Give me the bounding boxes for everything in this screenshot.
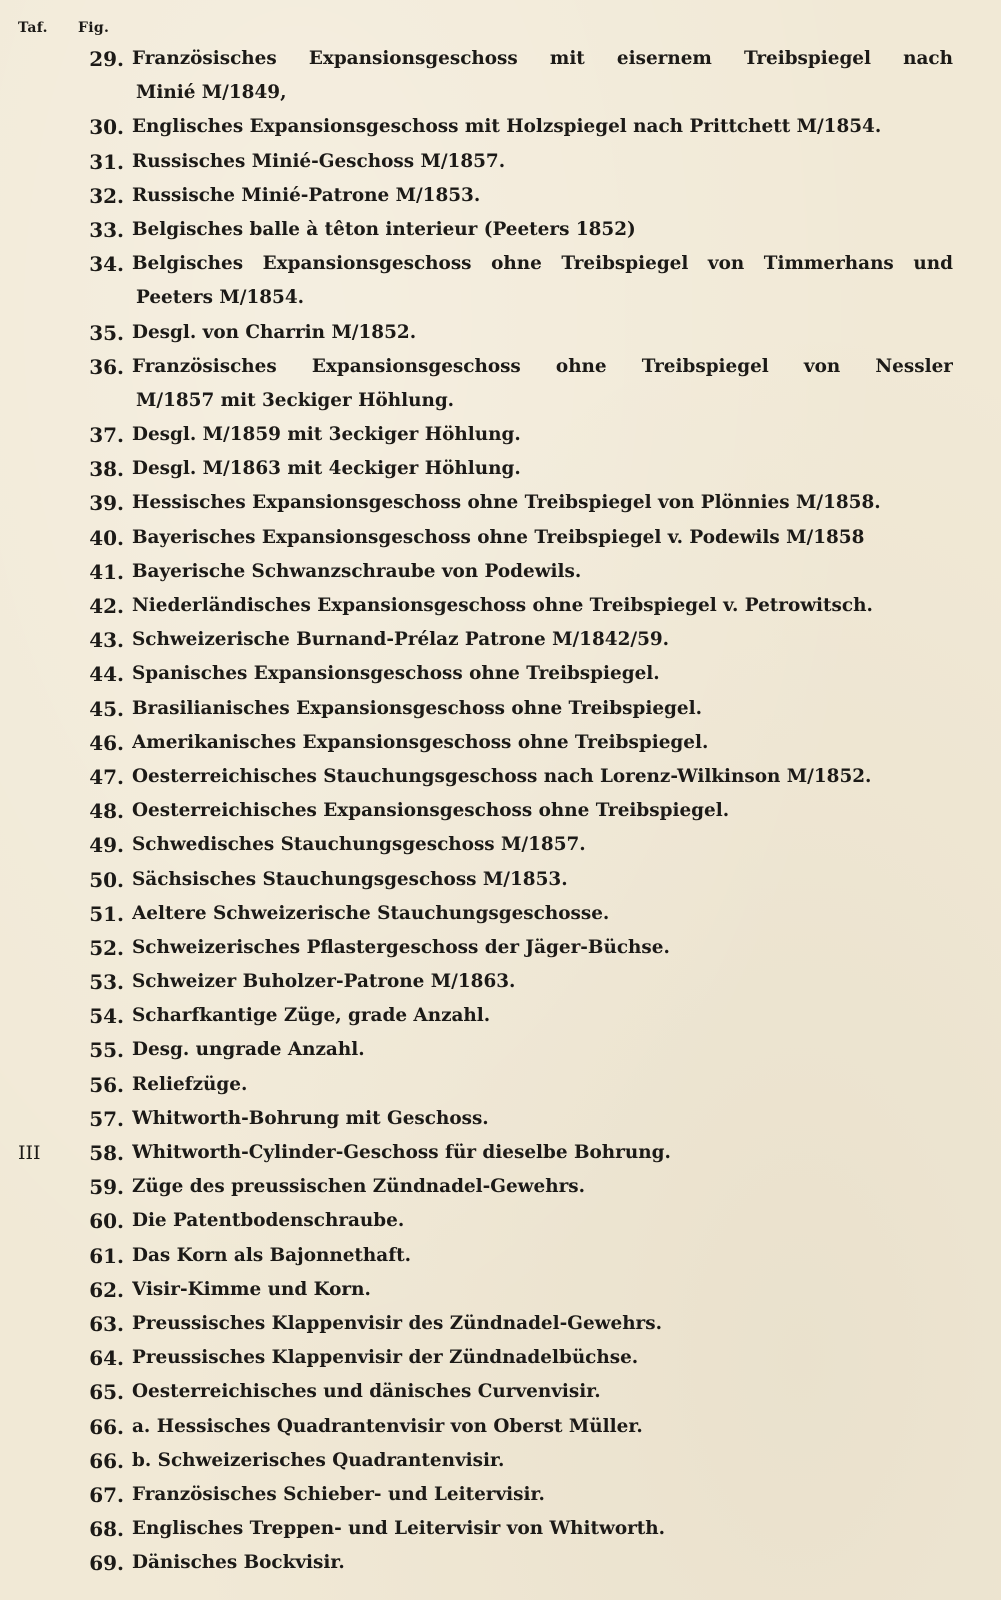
figure-description: Desgl. M/1863 mit 4eckiger Höhlung. xyxy=(132,458,521,480)
figure-description: Schweizer Buholzer-Patrone M/1863. xyxy=(132,971,516,993)
column-header-taf: Taf. xyxy=(18,20,48,36)
list-item xyxy=(0,626,1001,660)
figure-description: Visir-Kimme und Korn. xyxy=(132,1278,371,1300)
figure-description: Brasilianisches Expansionsgeschoss ohne Treibspiegel. xyxy=(132,697,702,719)
figure-description: Französisches Expansionsgeschoss ohne Treibspiegel von Nessler xyxy=(132,355,953,377)
column-header-fig: Fig. xyxy=(78,20,110,36)
list-item xyxy=(0,831,1001,865)
list-item xyxy=(0,455,1001,489)
figure-description: Französisches Schieber- und Leitervisir. xyxy=(132,1483,545,1505)
figure-number: 63. xyxy=(89,1311,124,1336)
list-item xyxy=(0,1515,1001,1549)
figure-number: 35. xyxy=(89,320,124,345)
figure-description: Spanisches Expansionsgeschoss ohne Treibspiegel. xyxy=(132,663,660,685)
figure-description: Whitworth-Cylinder-Geschoss für dieselbe Bohrung. xyxy=(132,1142,671,1163)
figure-number: 61. xyxy=(89,1243,124,1268)
list-item xyxy=(0,1139,1001,1173)
figure-description: Reliefzüge. xyxy=(132,1073,248,1095)
list-item xyxy=(0,660,1001,694)
list-item xyxy=(0,1071,1001,1105)
list-item xyxy=(0,558,1001,592)
figure-number: 58. xyxy=(89,1141,124,1165)
figure-description: Desgl. von Charrin M/1852. xyxy=(132,321,417,343)
figure-number: 46. xyxy=(89,730,124,755)
list-item xyxy=(0,1310,1001,1344)
list-item xyxy=(0,695,1001,729)
figure-number: 54. xyxy=(89,1004,124,1029)
list-item xyxy=(0,1378,1001,1412)
list-item xyxy=(0,1105,1001,1139)
figure-description: Englisches Treppen- und Leitervisir von Whitworth. xyxy=(132,1518,666,1540)
figure-description: Scharfkantige Züge, grade Anzahl. xyxy=(132,1005,491,1027)
figure-description: Die Patentbodenschraube. xyxy=(132,1210,405,1232)
figure-number: 52. xyxy=(89,935,124,960)
figure-description: Schwedisches Stauchungsgeschoss M/1857. xyxy=(132,834,586,856)
figure-description: Russische Minié-Patrone M/1853. xyxy=(132,184,481,206)
list-item xyxy=(0,1207,1001,1241)
figure-number: 53. xyxy=(89,970,124,995)
list-item xyxy=(0,216,1001,250)
list-item xyxy=(0,1173,1001,1207)
figure-description: Preussisches Klappenvisir der Zündnadelbüchse. xyxy=(132,1347,639,1369)
figure-description: Englisches Expansionsgeschoss mit Holzspiegel nach Prittchett M/1854. xyxy=(132,116,882,138)
figure-number: 49. xyxy=(89,833,124,858)
list-item xyxy=(0,934,1001,968)
list-item xyxy=(0,968,1001,1002)
list-item xyxy=(0,1447,1001,1481)
figure-number: 66. xyxy=(89,1414,124,1439)
list-item xyxy=(0,1413,1001,1447)
figure-number: 57. xyxy=(89,1106,124,1131)
figure-number: 51. xyxy=(89,901,124,926)
list-item xyxy=(0,900,1001,934)
figure-number: 64. xyxy=(89,1346,124,1371)
figure-description: Schweizerische Burnand-Prélaz Patrone M/1842/59. xyxy=(132,629,670,651)
figure-number: 66. xyxy=(89,1448,124,1473)
figure-description: Hessisches Expansionsgeschoss ohne Treibspiegel von Plönnies M/1858. xyxy=(132,492,881,514)
figure-description: Französisches Expansionsgeschoss mit eisernem Treibspiegel nach xyxy=(132,48,953,69)
figure-number: 38. xyxy=(89,457,124,482)
figure-number: 36. xyxy=(89,354,124,379)
figure-description: b. Schweizerisches Quadrantenvisir. xyxy=(132,1449,505,1471)
figure-description: Oesterreichisches und dänisches Curvenvisir. xyxy=(132,1381,601,1403)
figure-description: Bayerisches Expansionsgeschoss ohne Treibspiegel v. Podewils M/1858 xyxy=(132,526,865,548)
figure-number: 59. xyxy=(89,1175,124,1200)
figure-number: 44. xyxy=(89,662,124,687)
figure-number: 42. xyxy=(89,594,124,618)
list-item xyxy=(0,113,1001,147)
list-item xyxy=(0,148,1001,182)
list-item xyxy=(0,489,1001,523)
list-item-continuation xyxy=(0,284,1001,318)
figure-description: Desg. ungrade Anzahl. xyxy=(132,1039,365,1061)
figure-description: Oesterreichisches Expansionsgeschoss ohne Treibspiegel. xyxy=(132,800,730,822)
list-item xyxy=(0,1276,1001,1310)
figure-description: M/1857 mit 3eckiger Höhlung. xyxy=(136,389,455,411)
list-item xyxy=(0,1549,1001,1583)
list-item-continuation xyxy=(0,387,1001,421)
list-item xyxy=(0,524,1001,558)
figure-description: Minié M/1849, xyxy=(136,82,287,104)
figure-number: 65. xyxy=(89,1380,124,1405)
list-item xyxy=(0,1242,1001,1276)
figure-description: a. Hessisches Quadrantenvisir von Oberst Müller. xyxy=(132,1415,643,1437)
figure-number: 47. xyxy=(89,764,124,789)
list-item xyxy=(0,866,1001,900)
figure-description: Züge des preussischen Zündnadel-Gewehrs. xyxy=(132,1176,586,1198)
list-item xyxy=(0,592,1001,626)
figure-description: Peeters M/1854. xyxy=(136,287,305,309)
list-item xyxy=(0,421,1001,455)
figure-number: 29. xyxy=(89,47,124,71)
list-item xyxy=(0,1002,1001,1036)
list-item-continuation xyxy=(0,79,1001,113)
list-item xyxy=(0,250,1001,284)
figure-description: Das Korn als Bajonnethaft. xyxy=(132,1244,412,1266)
figure-number: 45. xyxy=(89,696,124,721)
figure-number: 32. xyxy=(89,183,124,208)
list-item xyxy=(0,1344,1001,1378)
figure-number: 68. xyxy=(89,1517,124,1542)
list-item xyxy=(0,182,1001,216)
figure-number: 40. xyxy=(89,525,124,550)
figure-number: 43. xyxy=(89,628,124,653)
figure-list xyxy=(0,45,1001,1583)
figure-description: Belgisches balle à têton interieur (Peeters 1852) xyxy=(132,218,636,240)
figure-description: Belgisches Expansionsgeschoss ohne Treibspiegel von Timmerhans und xyxy=(132,253,953,275)
figure-number: 33. xyxy=(89,217,124,242)
figure-number: 30. xyxy=(89,115,124,140)
figure-description: Oesterreichisches Stauchungsgeschoss nach Lorenz-Wilkinson M/1852. xyxy=(132,765,872,787)
figure-description: Preussisches Klappenvisir des Zündnadel-Gewehrs. xyxy=(132,1312,663,1334)
figure-number: 69. xyxy=(89,1551,124,1576)
list-item xyxy=(0,797,1001,831)
list-item xyxy=(0,1481,1001,1515)
list-item xyxy=(0,319,1001,353)
figure-description: Amerikanisches Expansionsgeschoss ohne Treibspiegel. xyxy=(132,731,709,753)
figure-description: Schweizerisches Pflastergeschoss der Jäger-Büchse. xyxy=(132,936,670,958)
figure-description: Desgl. M/1859 mit 3eckiger Höhlung. xyxy=(132,424,521,446)
figure-description: Russisches Minié-Geschoss M/1857. xyxy=(132,150,506,172)
figure-number: 31. xyxy=(89,149,124,174)
figure-number: 41. xyxy=(89,559,124,584)
figure-description: Sächsisches Stauchungsgeschoss M/1853. xyxy=(132,868,568,890)
list-item xyxy=(0,1036,1001,1070)
figure-description: Niederländisches Expansionsgeschoss ohne Treibspiegel v. Petrowitsch. xyxy=(132,595,873,616)
figure-number: 39. xyxy=(89,491,124,516)
list-item xyxy=(0,729,1001,763)
list-item xyxy=(0,763,1001,797)
figure-description: Bayerische Schwanzschraube von Podewils. xyxy=(132,560,582,582)
plate-number: III xyxy=(18,1142,41,1164)
figure-number: 62. xyxy=(89,1277,124,1302)
figure-number: 60. xyxy=(89,1209,124,1234)
figure-number: 48. xyxy=(89,799,124,824)
list-item xyxy=(0,353,1001,387)
figure-description: Whitworth-Bohrung mit Geschoss. xyxy=(132,1107,489,1129)
figure-number: 34. xyxy=(89,252,124,277)
list-item xyxy=(0,45,1001,79)
figure-number: 67. xyxy=(89,1482,124,1507)
figure-description: Dänisches Bockvisir. xyxy=(132,1552,345,1574)
figure-description: Aeltere Schweizerische Stauchungsgeschosse. xyxy=(132,902,610,924)
figure-number: 55. xyxy=(89,1038,124,1063)
figure-number: 50. xyxy=(89,867,124,892)
figure-number: 37. xyxy=(89,423,124,448)
figure-number: 56. xyxy=(89,1072,124,1097)
